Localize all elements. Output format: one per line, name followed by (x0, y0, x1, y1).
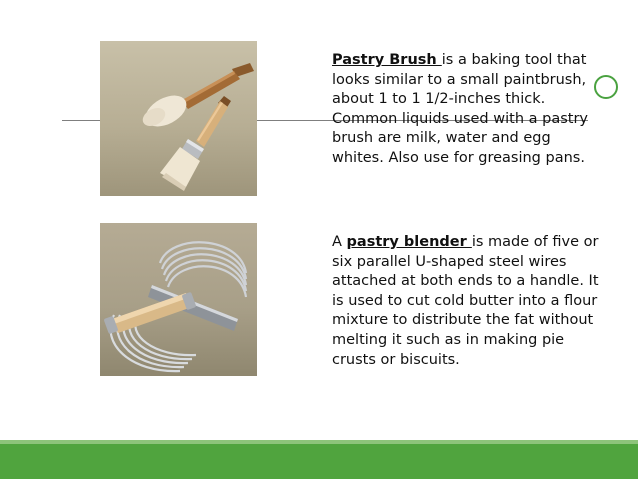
pastry-blender-lead: A (332, 234, 347, 250)
pastry-blender-description (332, 233, 602, 370)
pastry-brush-term: Pastry Brush (332, 52, 442, 68)
footer-accent-strip (0, 440, 638, 444)
pastry-blender-text: is made of five or six parallel U-shaped steel wires attached at both ends to a handle. It is used to cut cold butter into a flour mixture to distribute the fat without melting it such as in making pie crusts or biscuits. (332, 234, 599, 368)
pastry-blender-image (100, 223, 257, 376)
footer-bar (0, 440, 638, 479)
pastry-brush-text: is a baking tool that looks similar to a small paintbrush, about 1 to 1 1/2-inches thick. Common liquids used with a pastry brush are milk, water and egg whites. Also use for greasing pans. (332, 52, 588, 166)
pastry-blender-term: pastry blender (346, 234, 472, 250)
pastry-brush-image (100, 41, 257, 196)
pastry-brush-description (332, 51, 602, 169)
